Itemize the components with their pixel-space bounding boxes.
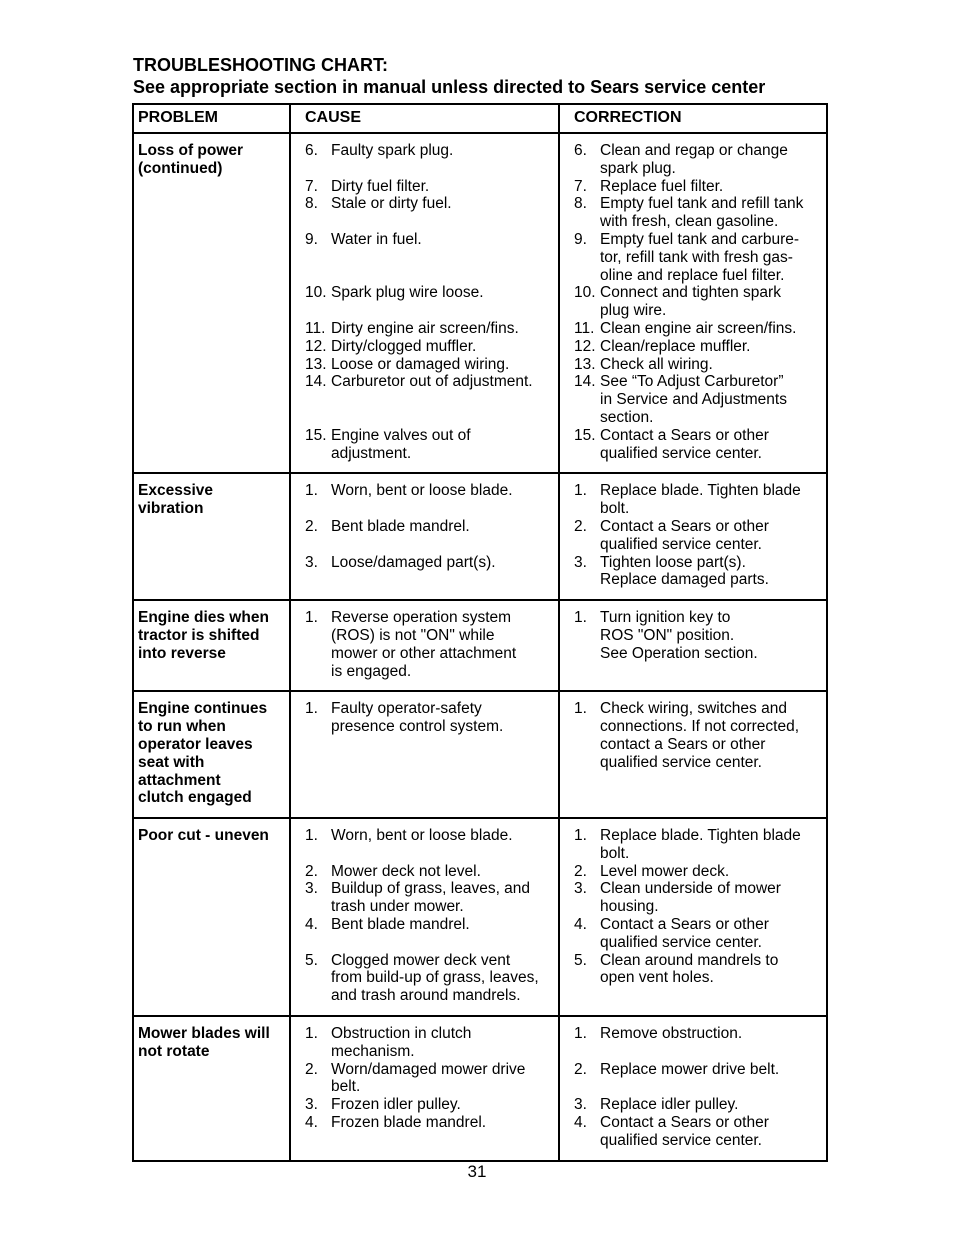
item-number: 1.: [305, 827, 318, 845]
problem-cell: [133, 691, 290, 818]
item-text: [331, 952, 554, 1005]
item-text-line: Frozen idler pulley.: [331, 1096, 461, 1114]
item-text: [331, 195, 554, 213]
item-text-line: Clean and regap or change: [600, 142, 788, 159]
problem-cell: [133, 1016, 290, 1161]
item-text: [600, 142, 822, 178]
item-text-line: Worn, bent or loose blade.: [331, 827, 513, 845]
item-text-line: Faulty spark plug.: [331, 142, 454, 159]
problem-cell: [133, 133, 290, 473]
correction-item: [574, 1025, 822, 1043]
correction-cell: [559, 1016, 827, 1161]
item-text-line: Replace fuel filter.: [600, 177, 724, 195]
correction-item: [574, 554, 822, 590]
item-text-line: Level mower deck.: [600, 862, 730, 880]
item-text: [331, 554, 554, 572]
cause-item: [305, 916, 554, 934]
item-number: 3.: [305, 1096, 318, 1114]
page-subtitle: See appropriate section in manual unless directed to Sears service center: [133, 77, 766, 97]
item-number: 2.: [574, 862, 587, 880]
item-number: 1.: [305, 1025, 318, 1043]
item-number: 4.: [574, 916, 587, 934]
item-text-line: Contact a Sears or other: [600, 1114, 769, 1132]
problem-text: (continued): [138, 159, 223, 177]
correction-item: [574, 427, 822, 463]
item-text-line: Empty fuel tank and refill tank: [600, 195, 804, 213]
cause-cell: [290, 133, 559, 473]
item-text: [600, 1114, 822, 1150]
item-text-line: qualified service center.: [600, 444, 762, 462]
item-text: [331, 1114, 554, 1132]
problem-text: Poor cut - uneven: [138, 827, 269, 845]
correction-item: [574, 827, 822, 863]
item-text-line: qualified service center.: [600, 535, 762, 553]
item-text-line: Contact a Sears or other: [600, 517, 769, 535]
item-text: [331, 863, 554, 881]
item-text-line: Replace idler pulley.: [600, 1096, 739, 1114]
item-number: 11.: [574, 319, 595, 337]
item-text: [600, 880, 822, 916]
item-text-line: Bent blade mandrel.: [331, 916, 470, 934]
item-text: [600, 178, 822, 196]
item-number: 13.: [305, 355, 327, 373]
item-number: 9.: [574, 230, 587, 248]
table-row: [133, 133, 827, 473]
cause-item: [305, 1114, 554, 1132]
problem-text: vibration: [138, 500, 204, 518]
page-number: 31: [467, 1162, 487, 1181]
item-text-line: tor, refill tank with fresh gas-: [600, 248, 793, 266]
problem-text: Engine continues: [138, 700, 268, 718]
item-text: [600, 320, 822, 338]
item-text: [331, 1096, 554, 1114]
cause-cell: [290, 818, 559, 1016]
item-text: [331, 700, 554, 736]
item-number: 1.: [305, 700, 318, 718]
cause-item: [305, 952, 554, 1005]
item-text-line: Water in fuel.: [331, 230, 422, 248]
correction-item: [574, 195, 822, 231]
problem-text: Loss of power: [138, 142, 244, 159]
item-text-line: Dirty engine air screen/fins.: [331, 319, 519, 337]
correction-cell: [559, 691, 827, 818]
item-text-line: Mower deck not level.: [331, 862, 481, 880]
item-number: 1.: [574, 482, 587, 500]
correction-item: [574, 952, 822, 988]
item-number: 8.: [574, 195, 587, 213]
problem-text: Mower blades will: [138, 1025, 270, 1043]
correction-item: [574, 231, 822, 284]
table-row: [133, 691, 827, 818]
item-number: 13.: [574, 355, 596, 373]
item-text-line: Dirty fuel filter.: [331, 177, 430, 195]
item-number: 2.: [574, 517, 587, 535]
item-text: [331, 427, 554, 463]
item-text-line: Reverse operation system: [331, 609, 512, 627]
item-text-line: Obstruction in clutch: [331, 1025, 472, 1043]
cause-item: [305, 1096, 554, 1114]
item-text: [331, 338, 554, 356]
item-text: [600, 518, 822, 554]
item-text-line: Buildup of grass, leaves, and: [331, 880, 531, 898]
problem-cell: [133, 818, 290, 1016]
item-number: 4.: [305, 916, 318, 934]
item-text-line: Clean around mandrels to: [600, 951, 779, 969]
correction-item: [574, 482, 822, 518]
item-number: 1.: [305, 482, 318, 500]
item-number: 1.: [574, 1025, 587, 1043]
item-text-line: Frozen blade mandrel.: [331, 1114, 487, 1132]
item-text: [600, 482, 822, 518]
item-text-line: Bent blade mandrel.: [331, 517, 470, 535]
item-text-line: housing.: [600, 898, 659, 916]
item-text-line: Check all wiring.: [600, 355, 713, 373]
cause-item: [305, 284, 554, 302]
item-text: [331, 1025, 554, 1061]
cause-cell: [290, 1016, 559, 1161]
item-text-line: See “To Adjust Carburetor”: [600, 373, 784, 391]
item-text: [600, 373, 822, 426]
item-number: 5.: [574, 951, 587, 969]
item-number: 7.: [305, 177, 318, 195]
item-text-line: Worn/damaged mower drive: [331, 1060, 526, 1078]
item-number: 3.: [574, 553, 587, 571]
cause-item: [305, 880, 554, 916]
header-cause: CAUSE: [290, 104, 559, 133]
item-number: 6.: [574, 142, 587, 159]
item-text-line: section.: [600, 408, 654, 426]
item-text: [600, 827, 822, 863]
item-text: [600, 609, 822, 662]
item-number: 1.: [305, 609, 318, 627]
item-number: 12.: [574, 337, 596, 355]
cause-item: [305, 700, 554, 736]
item-number: 2.: [574, 1060, 587, 1078]
item-text-line: ROS "ON" position.: [600, 626, 735, 644]
item-text-line: Dirty/clogged muffler.: [331, 337, 477, 355]
item-text-line: Replace blade. Tighten blade: [600, 482, 801, 500]
item-text-line: in Service and Adjustments: [600, 391, 787, 409]
item-text-line: Contact a Sears or other: [600, 916, 769, 934]
item-text: [331, 609, 554, 680]
problem-cell: [133, 600, 290, 691]
item-text-line: plug wire.: [600, 302, 667, 320]
item-text-line: Stale or dirty fuel.: [331, 195, 452, 213]
cause-item: [305, 1061, 554, 1097]
cause-item: [305, 554, 554, 572]
item-number: 3.: [305, 553, 318, 571]
correction-item: [574, 518, 822, 554]
item-text: [600, 338, 822, 356]
correction-item: [574, 863, 822, 881]
item-text: [331, 178, 554, 196]
item-text-line: Engine valves out of: [331, 426, 471, 444]
item-text: [600, 284, 822, 320]
item-text-line: Contact a Sears or other: [600, 426, 769, 444]
item-text-line: mower or other attachment: [331, 644, 517, 662]
correction-item: [574, 700, 822, 771]
problem-text: Engine dies when: [138, 609, 269, 627]
cause-item: [305, 827, 554, 845]
item-number: 7.: [574, 177, 587, 195]
cause-item: [305, 609, 554, 680]
item-text: [600, 863, 822, 881]
item-text: [331, 356, 554, 374]
item-text-line: is engaged.: [331, 662, 412, 680]
problem-text: not rotate: [138, 1042, 210, 1060]
item-text-line: adjustment.: [331, 444, 412, 462]
item-text-line: connections. If not corrected,: [600, 718, 800, 736]
item-text-line: Clean underside of mower: [600, 880, 781, 898]
problem-text: operator leaves: [138, 735, 253, 753]
cause-item: [305, 373, 554, 391]
correction-item: [574, 373, 822, 426]
cause-item: [305, 356, 554, 374]
correction-item: [574, 356, 822, 374]
item-text-line: Clean engine air screen/fins.: [600, 319, 797, 337]
problem-text: into reverse: [138, 644, 226, 662]
item-text-line: trash under mower.: [331, 898, 464, 916]
cause-item: [305, 1025, 554, 1061]
header-problem: PROBLEM: [133, 104, 290, 133]
item-text-line: Clogged mower deck vent: [331, 951, 511, 969]
cause-item: [305, 195, 554, 213]
item-text: [331, 1061, 554, 1097]
cause-cell: [290, 691, 559, 818]
table-header-row: [133, 104, 827, 133]
item-number: 10.: [305, 284, 327, 302]
item-text-line: mechanism.: [331, 1042, 415, 1060]
cause-cell: [290, 600, 559, 691]
cause-item: [305, 178, 554, 196]
item-text-line: Loose/damaged part(s).: [331, 553, 496, 571]
item-number: 2.: [305, 517, 318, 535]
item-text-line: belt.: [331, 1078, 361, 1096]
item-text: [600, 554, 822, 590]
item-text: [331, 373, 554, 391]
item-text-line: with fresh, clean gasoline.: [600, 213, 779, 231]
item-text-line: qualified service center.: [600, 1131, 762, 1149]
correction-item: [574, 338, 822, 356]
item-text: [600, 356, 822, 374]
item-number: 3.: [305, 880, 318, 898]
correction-item: [574, 320, 822, 338]
cause-item: [305, 231, 554, 249]
problem-text: to run when: [138, 718, 226, 736]
item-text-line: contact a Sears or other: [600, 735, 766, 753]
item-text-line: qualified service center.: [600, 753, 762, 771]
problem-text: Excessive: [138, 482, 213, 500]
table-row: [133, 473, 827, 600]
item-number: 11.: [305, 319, 326, 337]
table-body: [133, 133, 827, 1161]
item-number: 10.: [574, 284, 596, 302]
item-text-line: Clean/replace muffler.: [600, 337, 751, 355]
item-text-line: qualified service center.: [600, 933, 762, 951]
item-text: [600, 1096, 822, 1114]
item-text: [331, 518, 554, 536]
item-text: [331, 142, 554, 160]
item-text-line: bolt.: [600, 500, 630, 518]
item-text: [331, 284, 554, 302]
item-text-line: Replace blade. Tighten blade: [600, 827, 801, 845]
item-text: [600, 1061, 822, 1079]
item-text-line: Faulty operator-safety: [331, 700, 482, 718]
item-number: 14.: [305, 373, 327, 391]
item-text-line: Replace damaged parts.: [600, 571, 769, 589]
cause-item: [305, 863, 554, 881]
item-text-line: and trash around mandrels.: [331, 987, 521, 1005]
correction-item: [574, 142, 822, 178]
correction-item: [574, 916, 822, 952]
item-number: 3.: [574, 1096, 587, 1114]
item-text-line: from build-up of grass, leaves,: [331, 969, 539, 987]
item-text: [600, 427, 822, 463]
item-text-line: Connect and tighten spark: [600, 284, 781, 302]
item-text: [600, 1025, 822, 1043]
item-text: [331, 231, 554, 249]
correction-cell: [559, 473, 827, 600]
table-row: [133, 600, 827, 691]
item-text-line: Check wiring, switches and: [600, 700, 787, 718]
problem-text: tractor is shifted: [138, 626, 260, 644]
problem-cell: [133, 473, 290, 600]
item-text-line: Tighten loose part(s).: [600, 553, 746, 571]
cause-item: [305, 482, 554, 500]
item-number: 2.: [305, 1060, 318, 1078]
item-number: 15.: [305, 426, 327, 444]
correction-item: [574, 880, 822, 916]
problem-text: seat with: [138, 753, 205, 771]
correction-item: [574, 1114, 822, 1150]
problem-text: clutch engaged: [138, 789, 252, 807]
item-number: 3.: [574, 880, 587, 898]
item-text-line: Carburetor out of adjustment.: [331, 373, 533, 391]
cause-item: [305, 142, 554, 160]
correction-item: [574, 1061, 822, 1079]
item-text: [331, 320, 554, 338]
item-text-line: spark plug.: [600, 159, 676, 177]
item-number: 5.: [305, 951, 318, 969]
item-text: [600, 952, 822, 988]
item-text-line: (ROS) is not "ON" while: [331, 626, 495, 644]
item-number: 12.: [305, 337, 327, 355]
item-text-line: bolt.: [600, 844, 630, 862]
item-number: 1.: [574, 609, 587, 627]
item-text-line: Spark plug wire loose.: [331, 284, 484, 302]
item-text-line: Remove obstruction.: [600, 1025, 743, 1043]
header-correction: CORRECTION: [559, 104, 827, 133]
correction-item: [574, 284, 822, 320]
item-number: 15.: [574, 426, 596, 444]
item-text-line: Turn ignition key to: [600, 609, 731, 627]
item-text: [331, 916, 554, 934]
item-text-line: Loose or damaged wiring.: [331, 355, 510, 373]
problem-text: attachment: [138, 771, 221, 789]
table-row: [133, 1016, 827, 1161]
item-number: 8.: [305, 195, 318, 213]
item-text-line: open vent holes.: [600, 969, 714, 987]
item-text-line: presence control system.: [331, 718, 504, 736]
page-title: TROUBLESHOOTING CHART:: [133, 55, 388, 75]
item-text: [600, 916, 822, 952]
item-number: 4.: [305, 1114, 318, 1132]
item-text: [600, 700, 822, 771]
troubleshooting-table: [132, 103, 828, 1162]
cause-item: [305, 518, 554, 536]
item-number: 2.: [305, 862, 318, 880]
correction-item: [574, 609, 822, 662]
item-number: 1.: [574, 700, 587, 718]
item-text-line: oline and replace fuel filter.: [600, 266, 785, 284]
cause-item: [305, 427, 554, 463]
cause-cell: [290, 473, 559, 600]
item-text-line: See Operation section.: [600, 644, 758, 662]
item-text: [331, 880, 554, 916]
item-number: 9.: [305, 230, 318, 248]
correction-cell: [559, 818, 827, 1016]
item-text: [331, 827, 554, 845]
item-number: 14.: [574, 373, 596, 391]
item-text: [600, 195, 822, 231]
cause-item: [305, 320, 554, 338]
item-number: 1.: [574, 827, 587, 845]
item-text: [600, 231, 822, 284]
item-text-line: Empty fuel tank and carbure-: [600, 230, 800, 248]
item-text: [331, 482, 554, 500]
correction-item: [574, 1096, 822, 1114]
correction-item: [574, 178, 822, 196]
correction-cell: [559, 133, 827, 473]
item-number: 6.: [305, 142, 318, 159]
item-text-line: Replace mower drive belt.: [600, 1060, 780, 1078]
cause-item: [305, 338, 554, 356]
item-number: 4.: [574, 1114, 587, 1132]
item-text-line: Worn, bent or loose blade.: [331, 482, 513, 500]
correction-cell: [559, 600, 827, 691]
table-row: [133, 818, 827, 1016]
